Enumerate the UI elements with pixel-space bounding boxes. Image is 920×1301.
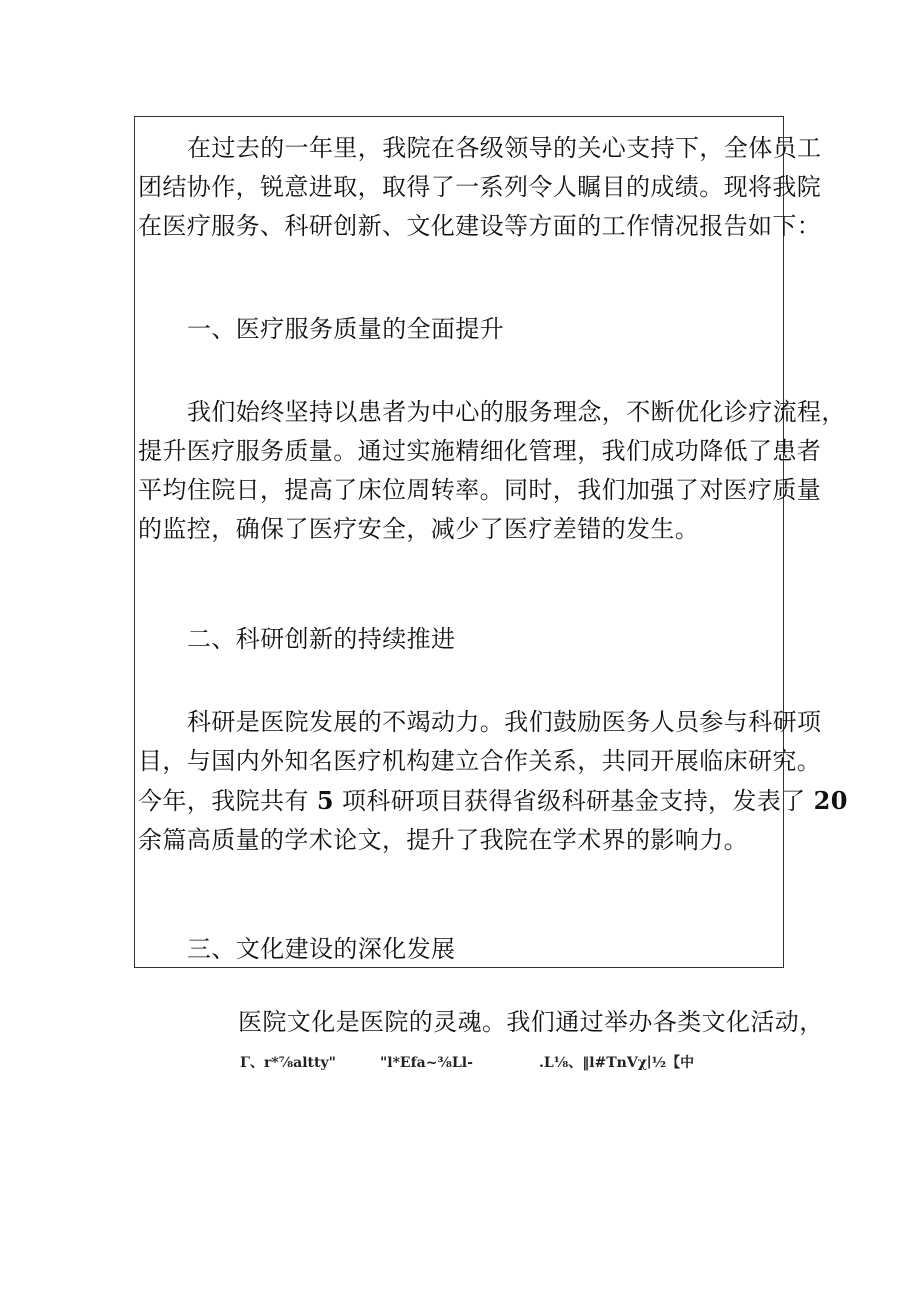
- intro-line: 在医疗服务、科研创新、文化建设等方面的工作情况报告如下：: [138, 212, 822, 240]
- section1-line: 提升医疗服务质量。通过实施精细化管理，我们成功降低了患者: [138, 437, 822, 465]
- section1-line: 的监控，确保了医疗安全，减少了医疗差错的发生。: [138, 515, 700, 543]
- section2-line: 科研是医院发展的不竭动力。我们鼓励医务人员参与科研项: [187, 708, 822, 736]
- section2-heading: 二、科研创新的持续推进: [187, 625, 456, 653]
- section2-line3-part: 今年，我院共有: [138, 787, 309, 815]
- intro-line: 在过去的一年里，我院在各级领导的关心支持下，全体员工: [187, 134, 822, 162]
- section1-line: 我们始终坚持以患者为中心的服务理念，不断优化诊疗流程，: [187, 398, 846, 426]
- section1-heading: 一、医疗服务质量的全面提升: [187, 315, 505, 343]
- section2-line: 余篇高质量的学术论文，提升了我院在学术界的影响力。: [138, 826, 748, 854]
- outer-paragraph-line: 医院文化是医院的灵魂。我们通过举办各类文化活动，: [238, 1008, 824, 1036]
- section2-line3-part: 项科研项目获得省级科研基金支持，发表了: [341, 787, 806, 815]
- section1-line: 平均住院日，提高了床位周转率。同时，我们加强了对医疗质量: [138, 476, 822, 504]
- section2-paragraph: [138, 703, 848, 860]
- garbled-text-1: Γ、r*⅞altty": [240, 1055, 336, 1071]
- section1-paragraph: [138, 393, 846, 549]
- paper-count: 20: [813, 786, 848, 815]
- section2-line: [138, 781, 848, 821]
- section2-line: 目，与国内外知名医疗机构建立合作关系，共同开展临床研究。: [138, 747, 822, 775]
- garbled-text-2: "l*Efa~⅜Ll-: [380, 1055, 473, 1071]
- intro-line: 团结协作，锐意进取，取得了一系列令人瞩目的成绩。现将我院: [138, 173, 822, 201]
- section3-heading: 三、文化建设的深化发展: [187, 935, 456, 963]
- intro-paragraph: [138, 129, 822, 246]
- garbled-text-3: .L⅛、‖l#TnVχ∣½【中: [539, 1055, 695, 1071]
- project-count: 5: [316, 786, 334, 815]
